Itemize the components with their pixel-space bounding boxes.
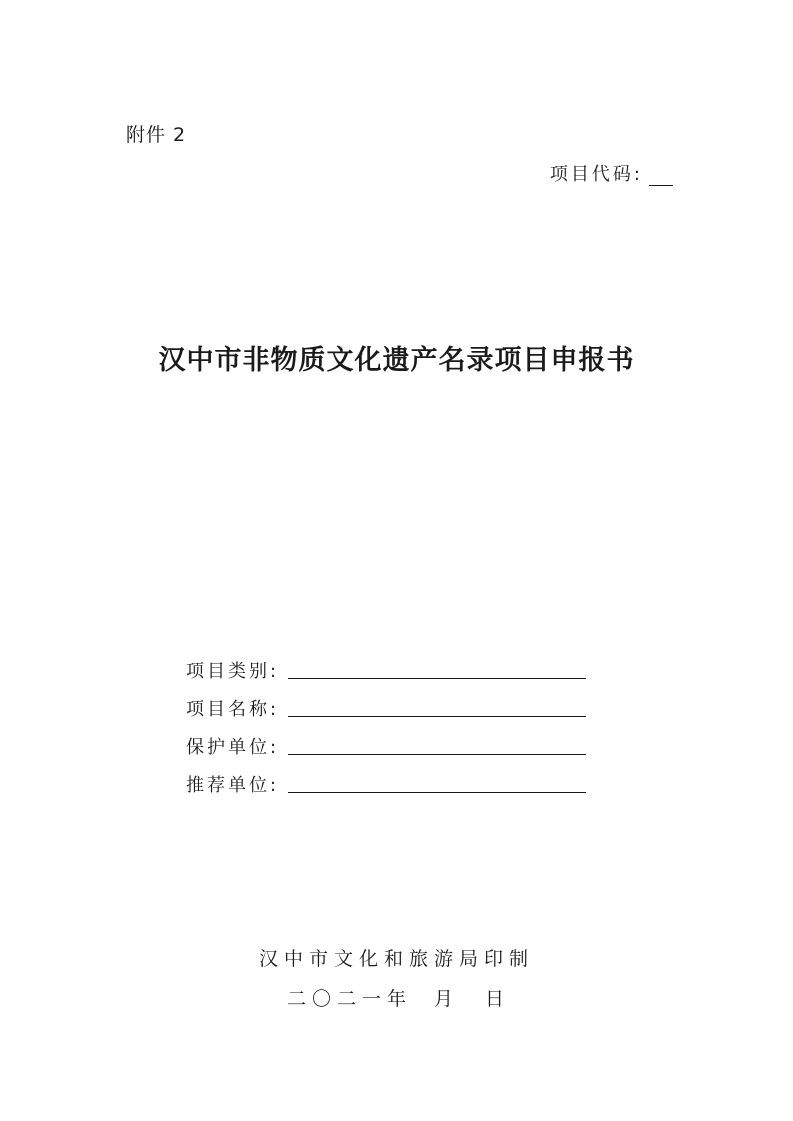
field-label: 项目类别: <box>186 661 280 682</box>
field-project-category <box>186 645 586 683</box>
printer-line: 汉中市文化和旅游局印制 <box>258 948 534 970</box>
fill-in-line <box>288 734 586 755</box>
date-line <box>287 984 504 1011</box>
field-label: 保护单位: <box>186 737 280 758</box>
field-label: 项目名称: <box>186 699 280 720</box>
field-project-name <box>186 683 586 721</box>
date-day: 日 <box>485 988 505 1010</box>
form-fields <box>186 645 586 797</box>
field-recommending-unit <box>186 759 586 797</box>
fill-in-line <box>288 658 586 679</box>
field-label: 推荐单位: <box>186 775 280 796</box>
fill-in-line <box>288 772 586 793</box>
attachment-label: 附件 2 <box>126 124 187 146</box>
project-code-label: 项目代码: <box>549 164 643 185</box>
project-code-row <box>550 160 673 186</box>
date-month: 月 <box>434 988 454 1010</box>
fill-in-line <box>288 696 586 717</box>
document-title: 汉中市非物质文化遗产名录项目申报书 <box>158 345 635 376</box>
field-protection-unit <box>186 721 586 759</box>
date-year: 二〇二一年 <box>287 988 413 1010</box>
project-code-blank <box>649 167 673 186</box>
